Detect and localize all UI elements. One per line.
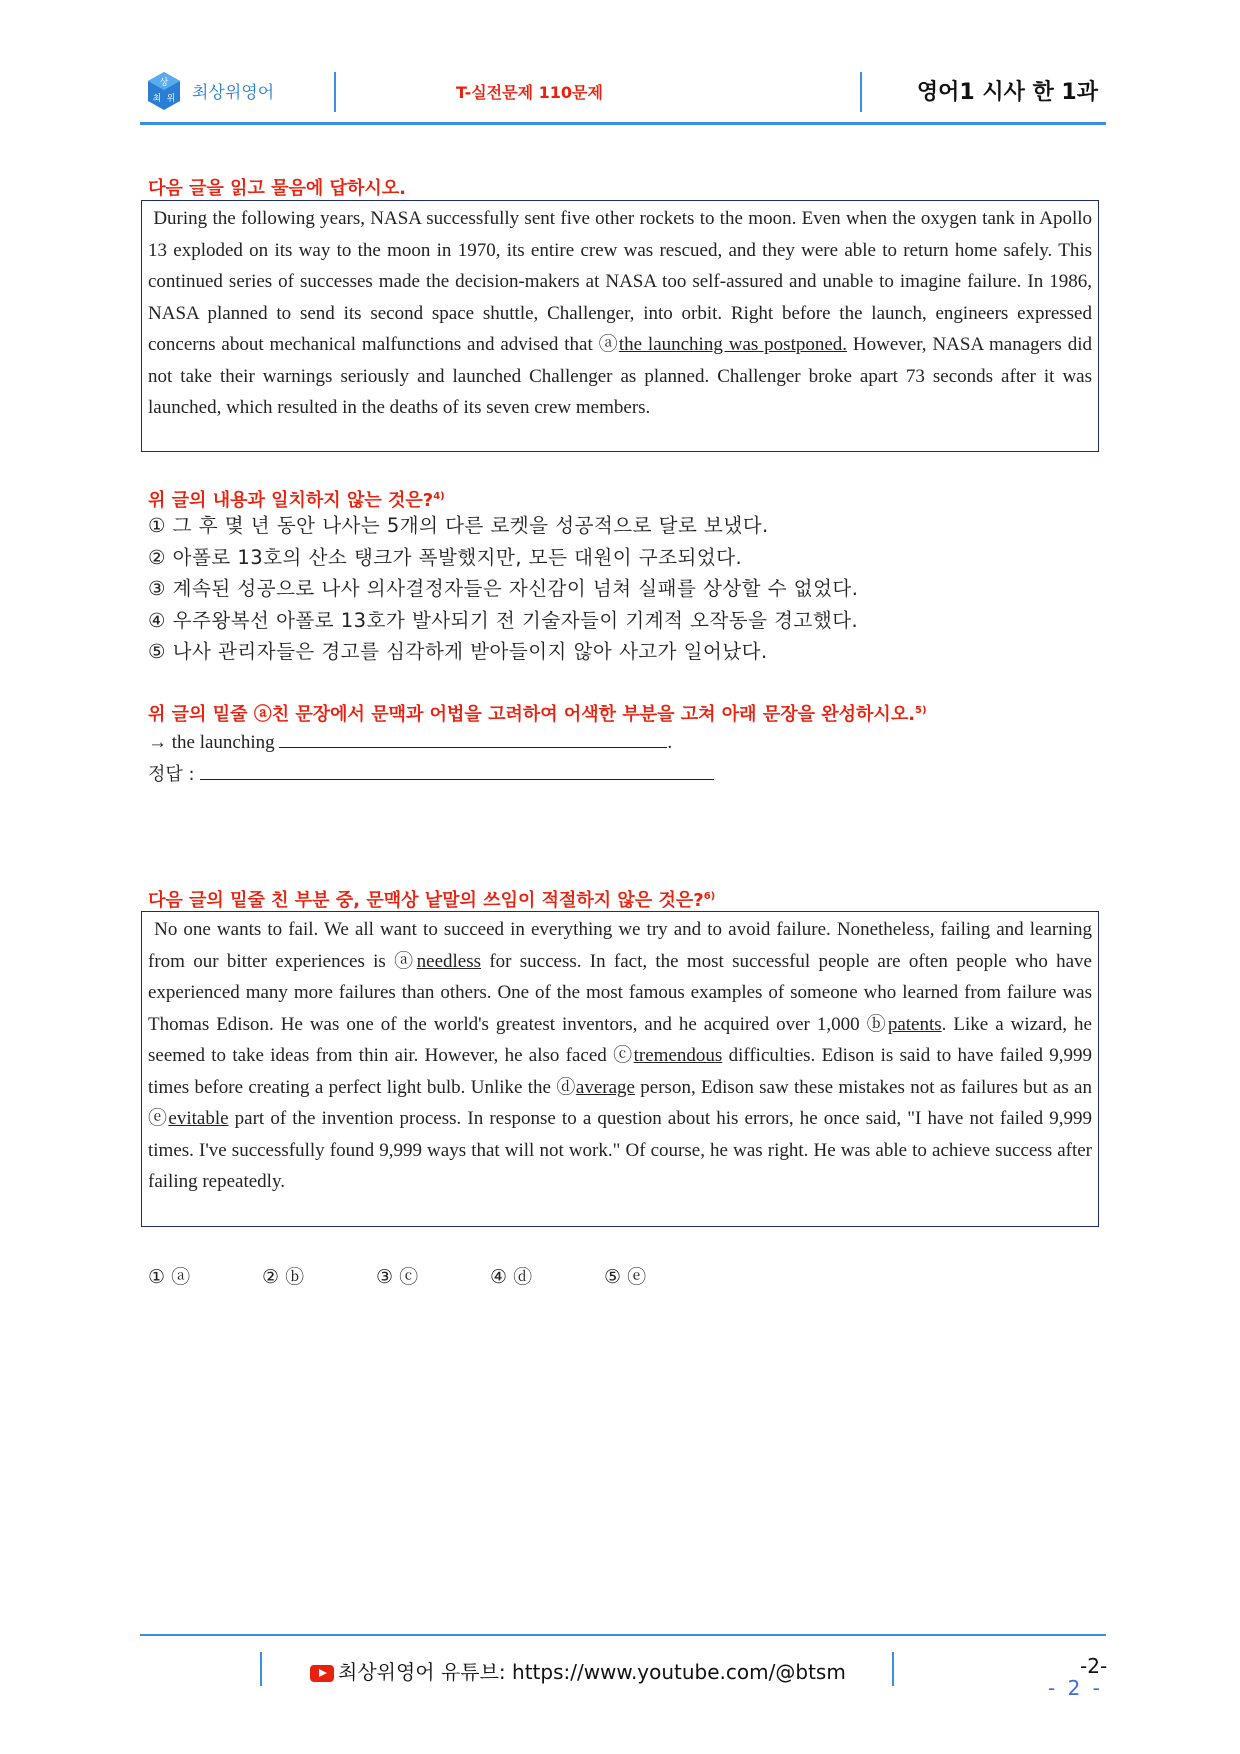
- footer-rule: [140, 1634, 1106, 1636]
- passage-text: difficulties. Edison is said to have failed 9,999 times before creating a perfect light bulb. Unlike the: [148, 1045, 1092, 1098]
- choice-5[interactable]: ⑤ 나사 관리자들은 경고를 심각하게 받아들이지 않아 사고가 일어났다.: [148, 640, 768, 663]
- answer-blank[interactable]: [200, 759, 714, 780]
- option-3[interactable]: ③ ⓒ: [376, 1266, 419, 1288]
- choice-2[interactable]: ② 아폴로 13호의 산소 탱크가 폭발했지만, 모든 대원이 구조되었다.: [148, 545, 743, 569]
- svg-text:최: 최: [152, 94, 162, 104]
- q1-instruction: 다음 글을 읽고 물음에 답하시오.: [148, 178, 406, 199]
- underlined-word-b: patents: [887, 1013, 942, 1035]
- q4-passage: [141, 911, 1099, 1227]
- q3-title: [148, 700, 927, 726]
- page-header: [140, 66, 1106, 122]
- q3-title-text: 위 글의 밑줄 ⓐ친 문장에서 문맥과 어법을 고려하여 어색한 부분을 고쳐 아래 문장을 완성하시오.: [148, 704, 916, 725]
- underlined-word-d: average: [575, 1076, 635, 1098]
- underlined-word-c: tremendous: [633, 1045, 723, 1066]
- svg-text:상: 상: [159, 78, 169, 88]
- passage-text: During the following years, NASA successfully sent five other rockets to the moon. Even when the oxygen tank in Apollo 13 exploded on its way to the moon in 1970, its entire crew was rescued, and they were able to return home safely. This continued series of successes made the decision-makers at NASA too self-assured and unable to imagine failure. In 1986, NASA planned to send its second space shuttle, Challenger, into orbit. Right before the launch, engineers expressed concerns about mechanical malfunctions and advised that: [148, 208, 1092, 355]
- marker-c: ⓒ: [613, 1045, 634, 1066]
- footnote-ref: 6): [703, 891, 716, 902]
- footnote-ref: 5): [915, 705, 927, 716]
- underlined-word-e: evitable: [168, 1108, 229, 1129]
- passage-text: However, NASA managers did not take their warnings seriously and launched Challenger as planned. Challenger broke apart 73 seconds after it was launched, which resulted in the deaths of its seven crew members.: [148, 334, 1092, 418]
- q2-title-text: 위 글의 내용과 일치하지 않는 것은?: [148, 490, 434, 511]
- marker-b: ⓑ: [866, 1013, 888, 1035]
- header-divider: [334, 72, 336, 112]
- passage-text: person, Edison saw these mistakes not as failures but as an: [634, 1076, 1092, 1098]
- q3-answer-line-2: [148, 759, 714, 791]
- q4-title-text: 다음 글의 밑줄 친 부분 중, 문맥상 낱말의 쓰임이 적절하지 않은 것은?: [148, 890, 704, 911]
- q1-passage: [141, 200, 1099, 452]
- underlined-word-a: needless: [416, 950, 482, 972]
- q3-answer-line-1: [148, 727, 672, 759]
- option-5[interactable]: ⑤ ⓔ: [604, 1266, 647, 1288]
- footer-divider: [892, 1652, 894, 1686]
- passage-text: part of the invention process. In response to a question about his errors, he once said, "I have not failed 9,999 times. I've successfully found 9,999 ways that will not work." Of course, he was right. He was able to achieve success after failing repeatedly.: [148, 1108, 1092, 1192]
- youtube-icon: [310, 1665, 334, 1682]
- header-subtitle: T-실전문제 110문제: [456, 83, 603, 102]
- header-divider: [860, 72, 862, 112]
- svg-text:위: 위: [166, 94, 176, 104]
- q2-title: [148, 486, 445, 512]
- passage-text: . Like a wizard, he seemed to take ideas from thin air. However, he also faced: [148, 1013, 1092, 1066]
- option-4[interactable]: ④ ⓓ: [490, 1266, 533, 1288]
- fill-suffix: .: [667, 732, 673, 753]
- page-number-alt: - 2 -: [1048, 1676, 1103, 1700]
- footer-text: 최상위영어 유튜브: https://www.youtube.com/@btsm: [338, 1660, 846, 1684]
- underlined-sentence-a: the launching was postponed.: [618, 334, 848, 355]
- choice-3[interactable]: ③ 계속된 성공으로 나사 의사결정자들은 자신감이 넘쳐 실패를 상상할 수 없었다.: [148, 577, 859, 600]
- header-course: 영어1 시사 한 1과: [916, 80, 1098, 105]
- brand-name: 최상위영어: [192, 83, 275, 103]
- marker-a: ⓐ: [598, 334, 619, 355]
- q4-title: [148, 886, 715, 912]
- marker-e: ⓔ: [148, 1108, 169, 1129]
- answer-label: 정답 :: [148, 764, 195, 785]
- marker-a: ⓐ: [394, 950, 417, 972]
- footnote-ref: 4): [433, 491, 445, 502]
- choice-1[interactable]: ① 그 후 몇 년 동안 나사는 5개의 다른 로켓을 성공적으로 달로 보냈다.: [148, 514, 769, 537]
- option-1[interactable]: ① ⓐ: [148, 1266, 191, 1288]
- fill-prefix: → the launching: [148, 732, 275, 753]
- choice-4[interactable]: ④ 우주왕복선 아폴로 13호가 발사되기 전 기술자들이 기계적 오작동을 경고했다.: [148, 608, 859, 632]
- passage-text: for success. In fact, the most successful people are often people who have experienced many more failures than others. One of the most famous examples of someone who learned from failure was Thomas Edison. He was one of the world's greatest inventors, and he acquired over 1,000: [148, 950, 1092, 1035]
- answer-blank[interactable]: [279, 727, 667, 748]
- passage-text: No one wants to fail. We all want to succeed in everything we try and to avoid failure. Nonetheless, failing and learning from our bitter experiences is: [148, 919, 1092, 972]
- logo-icon: [146, 71, 182, 111]
- header-rule: [140, 122, 1106, 125]
- option-2[interactable]: ② ⓑ: [262, 1266, 305, 1288]
- page-number: -2-: [1080, 1654, 1108, 1678]
- footer-divider: [260, 1652, 262, 1686]
- q2-choices: [148, 510, 858, 668]
- footer-youtube-link[interactable]: [310, 1656, 846, 1685]
- marker-d: ⓓ: [556, 1076, 576, 1098]
